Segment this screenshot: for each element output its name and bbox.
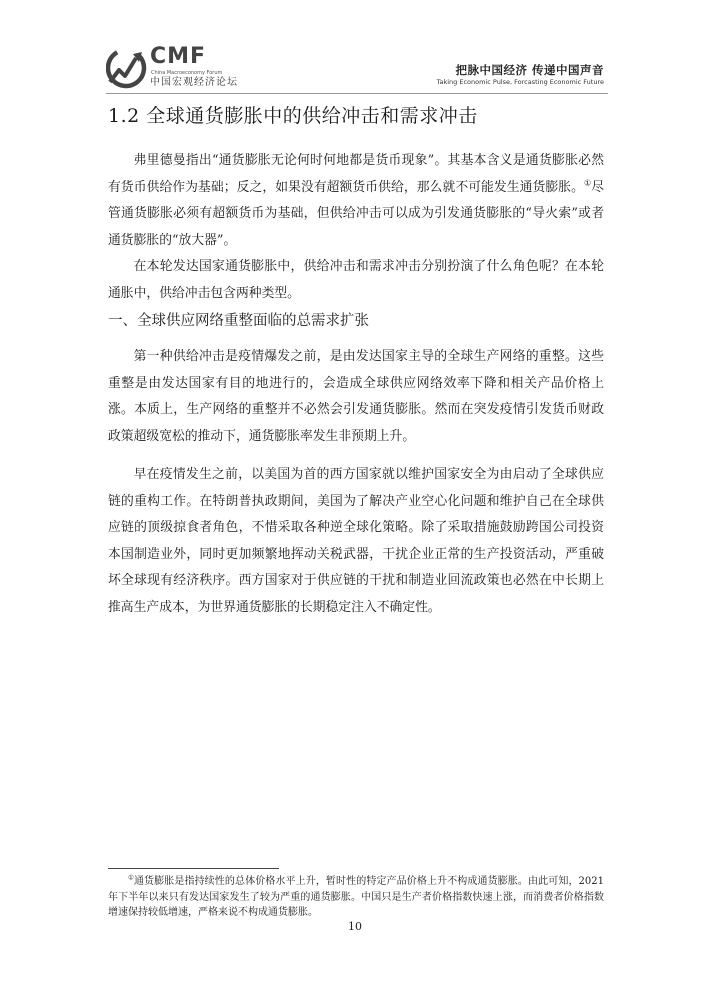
- footnote-reference[interactable]: ①: [583, 178, 592, 188]
- page-header: [0, 0, 710, 100]
- footnote-mark: ①: [128, 873, 134, 882]
- cmf-logo: [106, 44, 266, 96]
- subsection-paragraph-2: 早在疫情发生之前，以美国为首的西方国家就以维护国家安全为由启动了全球供应链的重构工作。在特朗普执政期间，美国为了解决产业空心化问题和维护自己在全球供应链的顶级掠食者角色，不惜采取各种逆全球化策略。除了采取措施鼓励跨国公司投资本国制造业外，同时更加频繁地挥动关税武器，干扰企业正常的生产投资活动，严重破坏全球现有经济秩序。西方国家对于供应链的干扰和制造业回流政策也必然在中长期上推高生产成本，为世界通货膨胀的长期稳定注入不确定性。: [108, 467, 604, 615]
- page-number: 10: [348, 920, 362, 933]
- subsection-paragraph-1: 第一种供给冲击是疫情爆发之前，是由发达国家主导的全球生产网络的重整。这些重整是由发达国家有目的地进行的，会造成全球供应网络效率下降和相关产品价格上涨。本质上，生产网络的重整并不必然会引发通货膨胀。然而在突发疫情引发货币财政政策超级宽松的推动下，通货膨胀率发生非预期上升。: [108, 349, 604, 444]
- section-paragraph-2: 在本轮发达国家通货膨胀中，供给冲击和需求冲击分别扮演了什么角色呢？在本轮通胀中，供给冲击包含两种类型。: [108, 259, 604, 301]
- paragraph-text: 弗里德曼指出“通货膨胀无论何时何地都是货币现象”。其基本含义是通货膨胀必然有货币供给作为基础；反之，如果没有超额货币供给，那么就不可能发生通货膨胀。: [108, 153, 604, 195]
- footnote-text: 通货膨胀是指持续性的总体价格水平上升，暂时性的特定产品价格上升不构成通货膨胀。由此可知，2021 年下半年以来只有发达国家发生了较为严重的通货膨胀。中国只是生产者价格指数快速上涨，而消费者价格指数增速保持较低增速，严格来说不构成通货膨胀。: [108, 876, 604, 918]
- slogan-chinese: 把脉中国经济 传递中国声音: [455, 63, 604, 77]
- logo-chinese-name: 中国宏观经济论坛: [150, 77, 238, 88]
- footnote: [108, 874, 604, 921]
- section-heading: 1.2 全球通货膨胀中的供给冲击和需求冲击: [108, 105, 478, 127]
- cmf-logo-mark-icon: [106, 44, 148, 90]
- paragraph-text: 尽管通货膨胀必须有超额货币为基础，但供给冲击可以成为引发通货膨胀的“导火索”或者通货膨胀的“放大器”。: [108, 179, 605, 248]
- slogan-english: Taking Economic Pulse, Forcasting Economic Future: [436, 78, 604, 86]
- footnote-divider: [108, 868, 279, 869]
- section-paragraph-1: [108, 148, 604, 254]
- subsection-heading: 一、全球供应网络重整面临的总需求扩张: [108, 313, 369, 329]
- logo-wordmark: CMF: [150, 44, 207, 69]
- header-divider: [106, 93, 608, 94]
- logo-subtitle: China Macroeconomy Forum: [151, 70, 223, 76]
